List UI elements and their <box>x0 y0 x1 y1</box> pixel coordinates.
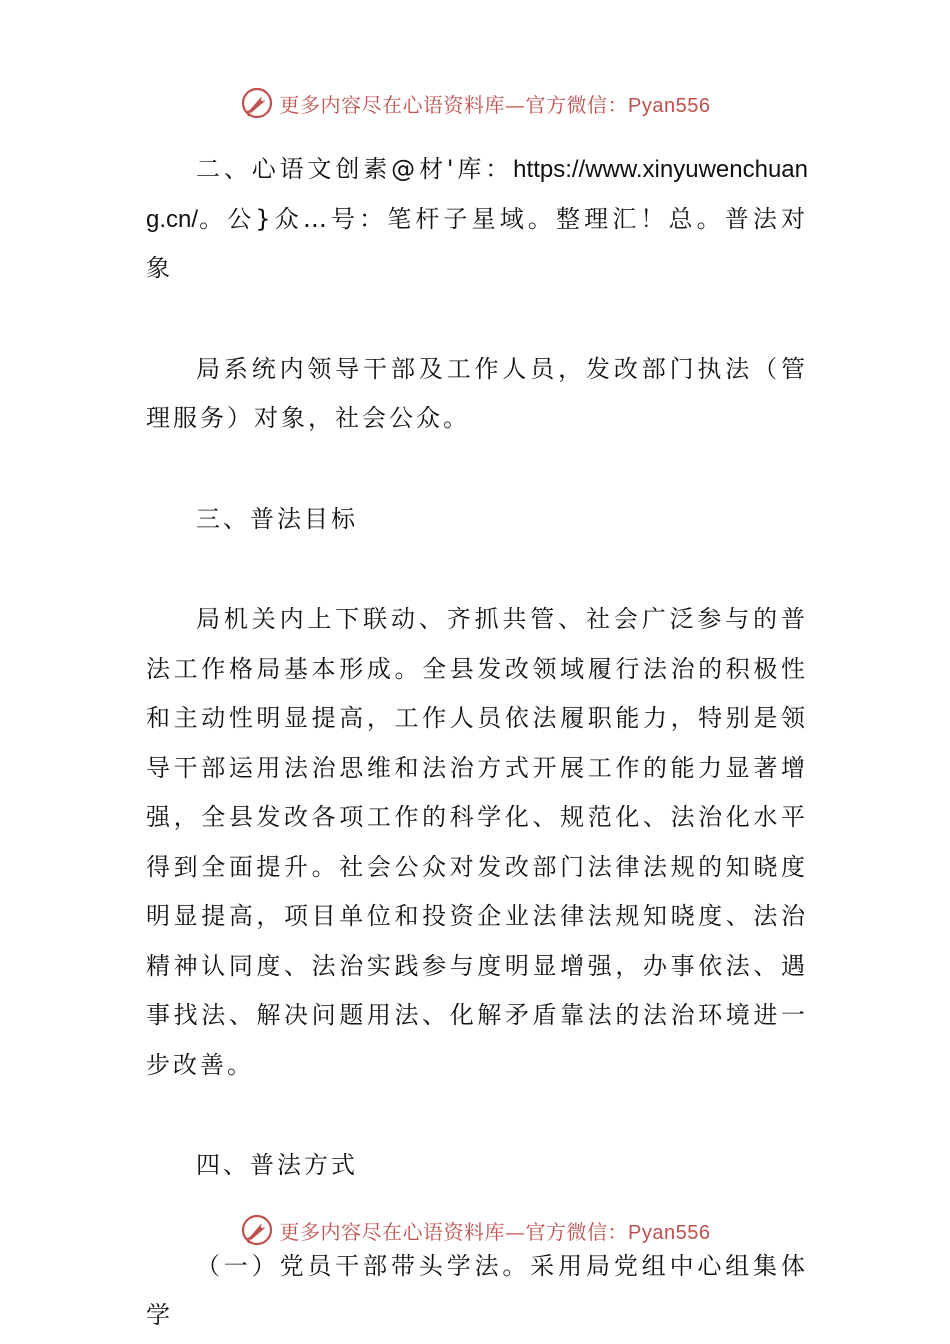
heading-section-four: 四、普法方式 <box>196 1151 358 1179</box>
document-body <box>146 145 808 1341</box>
paragraph-method-one: （一）党员干部带头学法。采用局党组中心组集体学 <box>146 1251 808 1329</box>
wechat-id: Pyan556 <box>628 1221 711 1244</box>
paragraph-goals: 局机关内上下联动、齐抓共管、社会广泛参与的普法工作格局基本形成。全县发改领域履行法治的积极性和主动性明显提高，工作人员依法履职能力，特别是领导干部运用法治思维和法治方式开展工作的能力显著增强，全县发改各项工作的科学化、规范化、法治化水平得到全面提升。社会公众对发改部门法律法规的知晓度明显提高，项目单位和投资企业法律法规知晓度、法治精神认同度、法治实践参与度明显增强，办事依法、遇事找法、解决问题用法、化解矛盾靠法的法治环境进一步改善。 <box>146 605 808 1079</box>
pen-nib-logo-icon <box>240 86 274 120</box>
heading-section-three: 三、普法目标 <box>196 504 358 533</box>
pen-nib-logo-icon <box>240 1213 274 1247</box>
paragraph-audience: 局系统内领导干部及工作人员，发改部门执法（管理服务）对象，社会公众。 <box>146 354 808 432</box>
watermark-text: 更多内容尽在心语资料库—官方微信：Pyan556 <box>279 1219 711 1244</box>
header-watermark-banner <box>0 83 950 123</box>
source-url: https://www.xinyuwenchuang.cn/ <box>146 156 808 233</box>
footer-watermark-banner <box>0 1210 950 1250</box>
watermark-text: 更多内容尽在心语资料库—官方微信：Pyan556 <box>279 92 711 117</box>
paragraph-section-two: 二、心语文创素@材'库：https://www.xinyuwenchuang.cn/。公}众…号：笔杆子星域。整理汇！总。普法对象 <box>146 155 808 282</box>
wechat-id: Pyan556 <box>628 94 711 117</box>
